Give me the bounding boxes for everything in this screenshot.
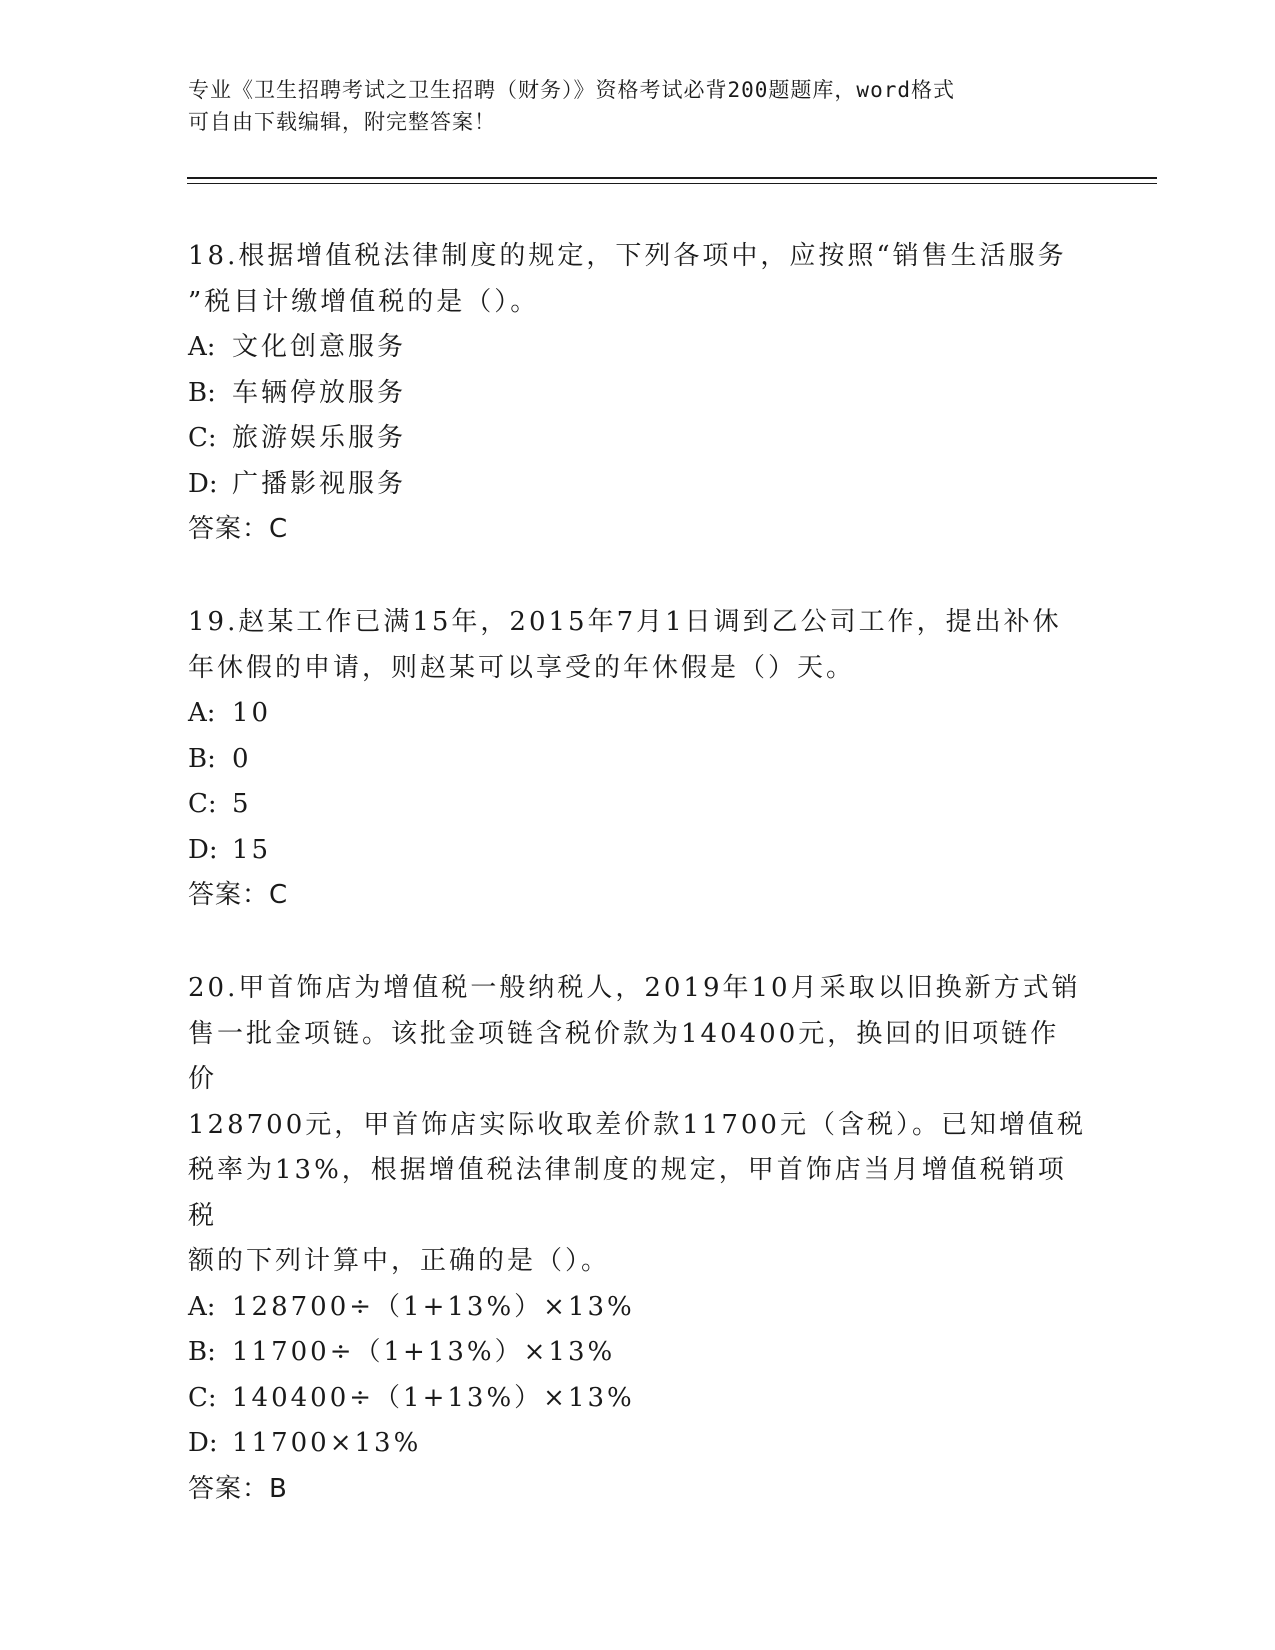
option-text: 11700÷（1+13%）×13% — [232, 1337, 616, 1367]
question-stem-line: 年休假的申请，则赵某可以享受的年休假是（）天。 — [188, 652, 856, 683]
answer-line: 答案：C — [188, 880, 289, 910]
option-letter: C: — [188, 789, 217, 819]
question-stem-line: 额的下列计算中，正确的是（）。 — [188, 1246, 611, 1276]
document-header — [188, 74, 1088, 138]
option-text: 车辆停放服务 — [232, 377, 407, 408]
question-stem-line: 18.根据增值税法律制度的规定，下列各项中，应按照“销售生活服务 — [188, 241, 1067, 271]
option-a — [188, 691, 1088, 737]
question-stem-line: 20.甲首饰店为增值税一般纳税人，2019年10月采取以旧换新方式销 — [188, 973, 1081, 1003]
option-letter: B: — [188, 743, 216, 774]
option-letter: D: — [188, 834, 218, 865]
answer-line: 答案：C — [188, 514, 289, 544]
option-b — [188, 1330, 1088, 1376]
option-c — [188, 1376, 1088, 1422]
option-text: 15 — [232, 834, 272, 865]
option-d — [188, 828, 1088, 874]
option-c — [188, 782, 1088, 828]
question-18 — [188, 234, 1088, 553]
option-letter: B: — [188, 377, 216, 408]
option-text: 广播影视服务 — [232, 468, 407, 499]
header-divider-thick — [187, 177, 1157, 179]
option-letter: A: — [188, 698, 216, 728]
option-d — [188, 462, 1088, 508]
option-text: 128700÷（1+13%）×13% — [232, 1291, 635, 1322]
option-text: 0 — [232, 743, 252, 774]
option-a — [188, 1285, 1088, 1331]
option-letter: C: — [188, 1382, 217, 1413]
option-text: 10 — [232, 698, 272, 728]
option-d — [188, 1421, 1088, 1467]
option-letter: A: — [188, 1291, 216, 1322]
question-stem-line: 128700元，甲首饰店实际收取差价款11700元（含税）。已知增值税 — [188, 1109, 1086, 1140]
option-letter: A: — [188, 332, 216, 362]
option-text: 140400÷（1+13%）×13% — [232, 1382, 635, 1413]
option-c — [188, 416, 1088, 462]
option-letter: B: — [188, 1337, 216, 1367]
option-letter: D: — [188, 468, 218, 499]
question-19 — [188, 600, 1088, 919]
option-letter: D: — [188, 1428, 218, 1458]
header-line-2: 可自由下载编辑，附完整答案！ — [188, 110, 496, 134]
header-line-1: 专业《卫生招聘考试之卫生招聘（财务）》资格考试必背200题题库，word格式 — [188, 78, 955, 102]
option-text: 5 — [232, 789, 252, 819]
header-divider-thin — [187, 183, 1157, 184]
question-stem-line: 19.赵某工作已满15年，2015年7月1日调到乙公司工作，提出补休 — [188, 607, 1062, 637]
option-text: 旅游娱乐服务 — [232, 423, 407, 453]
option-text: 文化创意服务 — [232, 332, 407, 362]
question-stem-line: ”税目计缴增值税的是（）。 — [188, 286, 540, 317]
option-text: 11700×13% — [232, 1428, 422, 1458]
option-letter: C: — [188, 423, 217, 453]
option-b — [188, 371, 1088, 417]
option-a — [188, 325, 1088, 371]
question-stem-line: 售一批金项链。该批金项链含税价款为140400元，换回的旧项链作价 — [188, 1018, 1060, 1094]
question-stem-line: 税率为13%，根据增值税法律制度的规定，甲首饰店当月增值税销项税 — [188, 1155, 1067, 1231]
answer-line: 答案：B — [188, 1473, 288, 1504]
question-20 — [188, 966, 1088, 1512]
option-b — [188, 737, 1088, 783]
